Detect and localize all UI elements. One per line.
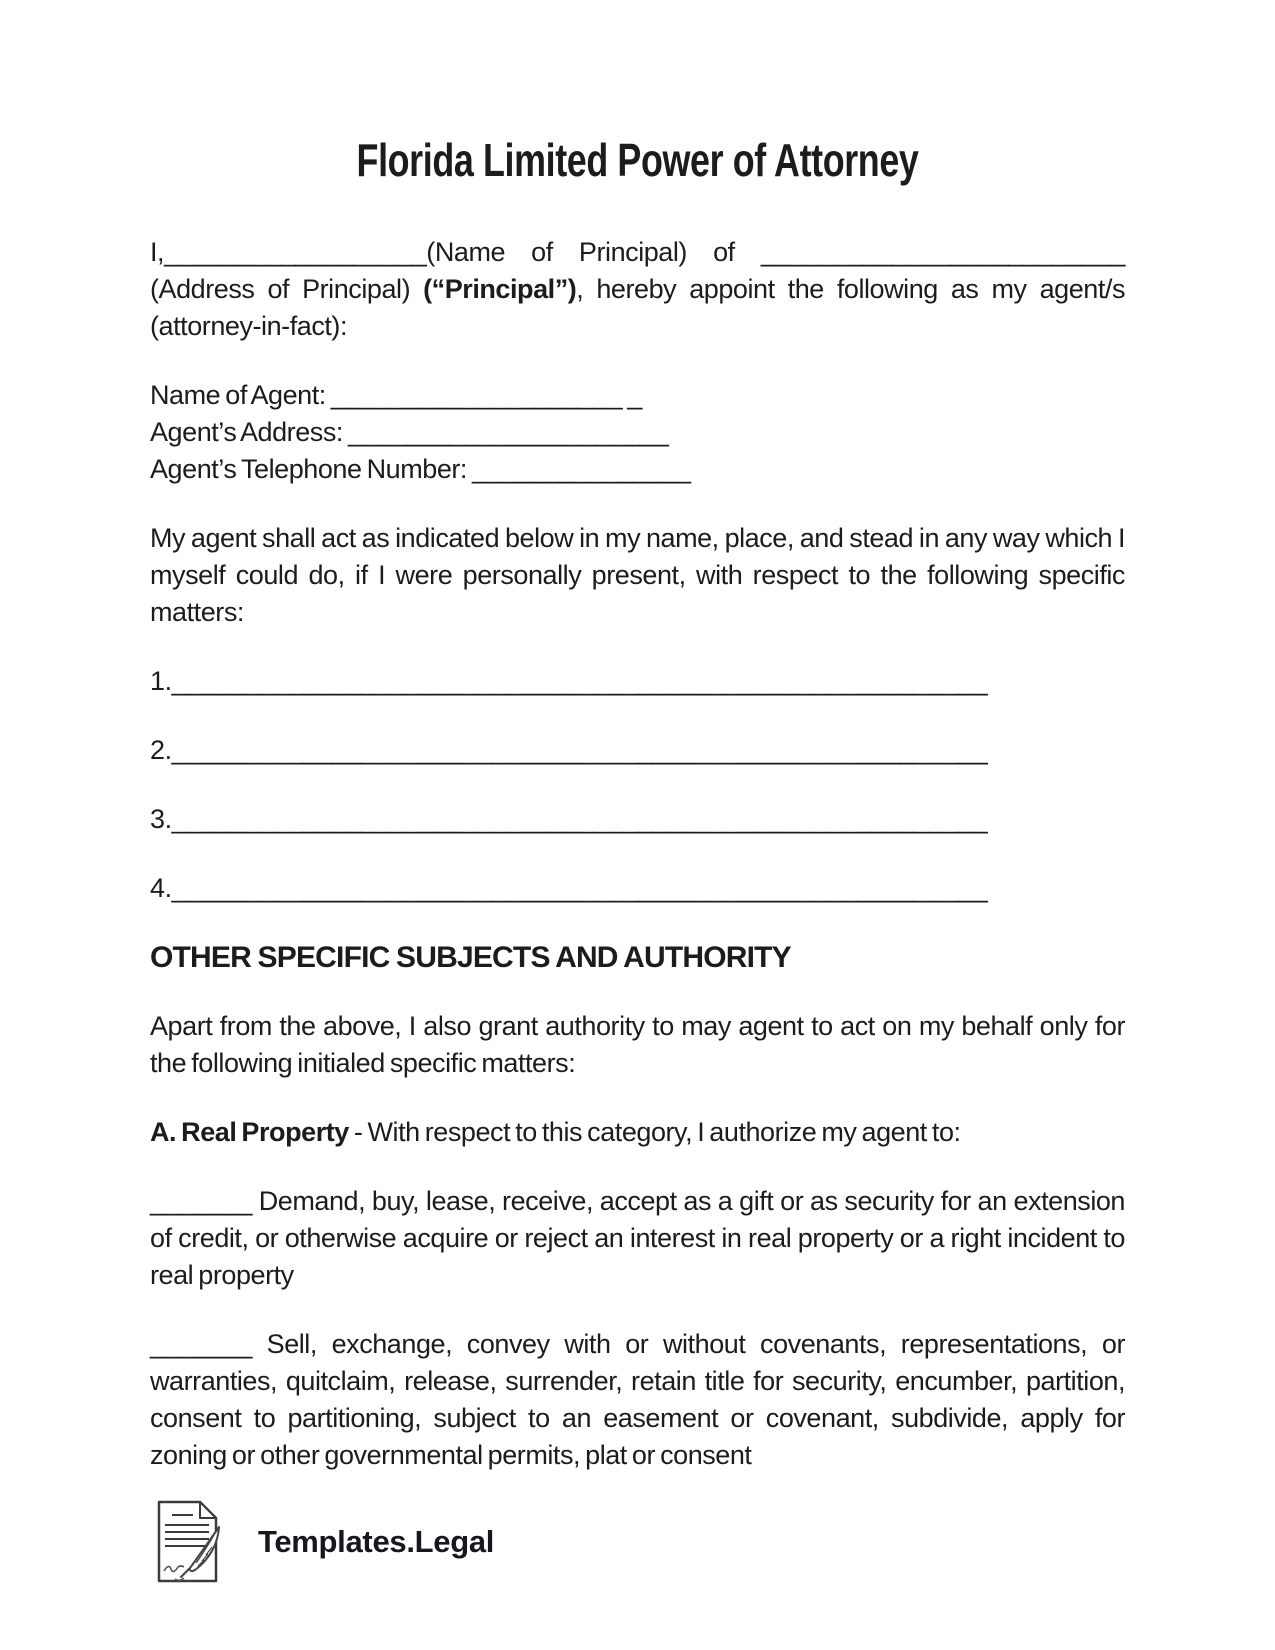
document-quill-icon: [150, 1497, 232, 1585]
intro-paragraph: [150, 234, 1125, 345]
document-title: Florida Limited Power of Attorney: [356, 134, 919, 186]
intro-text-2: , hereby appoint the following as my agent/s (attorney-in-fact):: [150, 274, 1125, 341]
specific-matter-line-4: 4.________________________________________________________: [150, 873, 988, 903]
specific-matter-line-3: 3.________________________________________________________: [150, 804, 988, 834]
templates-legal-logo: [150, 1497, 494, 1585]
specific-matter-line-2: 2.________________________________________________________: [150, 735, 988, 765]
other-subjects-heading: OTHER SPECIFIC SUBJECTS AND AUTHORITY: [150, 941, 791, 974]
agent-fields-block: [150, 377, 1125, 488]
intro-text-1: I,__________________(Name of Principal) of _________________________ (Address of Principal): [150, 237, 1125, 304]
specific-matter-line-1: 1.________________________________________________________: [150, 666, 988, 696]
apart-paragraph: Apart from the above, I also grant authority to may agent to act on my behalf only for the following initialed specific matters:: [150, 1011, 1125, 1078]
agent-address-line: Agent’s Address: ______________________: [150, 417, 669, 447]
section-a-text: - With respect to this category, I authorize my agent to:: [348, 1117, 961, 1147]
section-a-label: A. Real Property: [150, 1117, 349, 1147]
agent-act-paragraph: My agent shall act as indicated below in my name, place, and stead in any way which I myself could do, if I were personally present, with respect to the following specific matters:: [150, 523, 1125, 627]
brand-name: Templates.Legal: [258, 1523, 495, 1559]
agent-name-line: Name of Agent: ____________________ _: [150, 380, 642, 410]
intro-principal-bold: (“Principal”): [423, 274, 577, 304]
sell-paragraph: _______ Sell, exchange, convey with or without covenants, representations, or warranties, quitclaim, release, surrender, retain title for security, encumber, partition, consent to partitioning, subject to an easement or covenant, subdivide, apply for zoning or other governmental permits, plat or consent: [150, 1329, 1125, 1470]
demand-paragraph: _______ Demand, buy, lease, receive, accept as a gift or as security for an extension of credit, or otherwise acquire or reject an interest in real property or a right incident to real property: [150, 1186, 1125, 1290]
agent-phone-line: Agent’s Telephone Number: _______________: [150, 454, 691, 484]
section-a-line: [150, 1114, 1125, 1151]
